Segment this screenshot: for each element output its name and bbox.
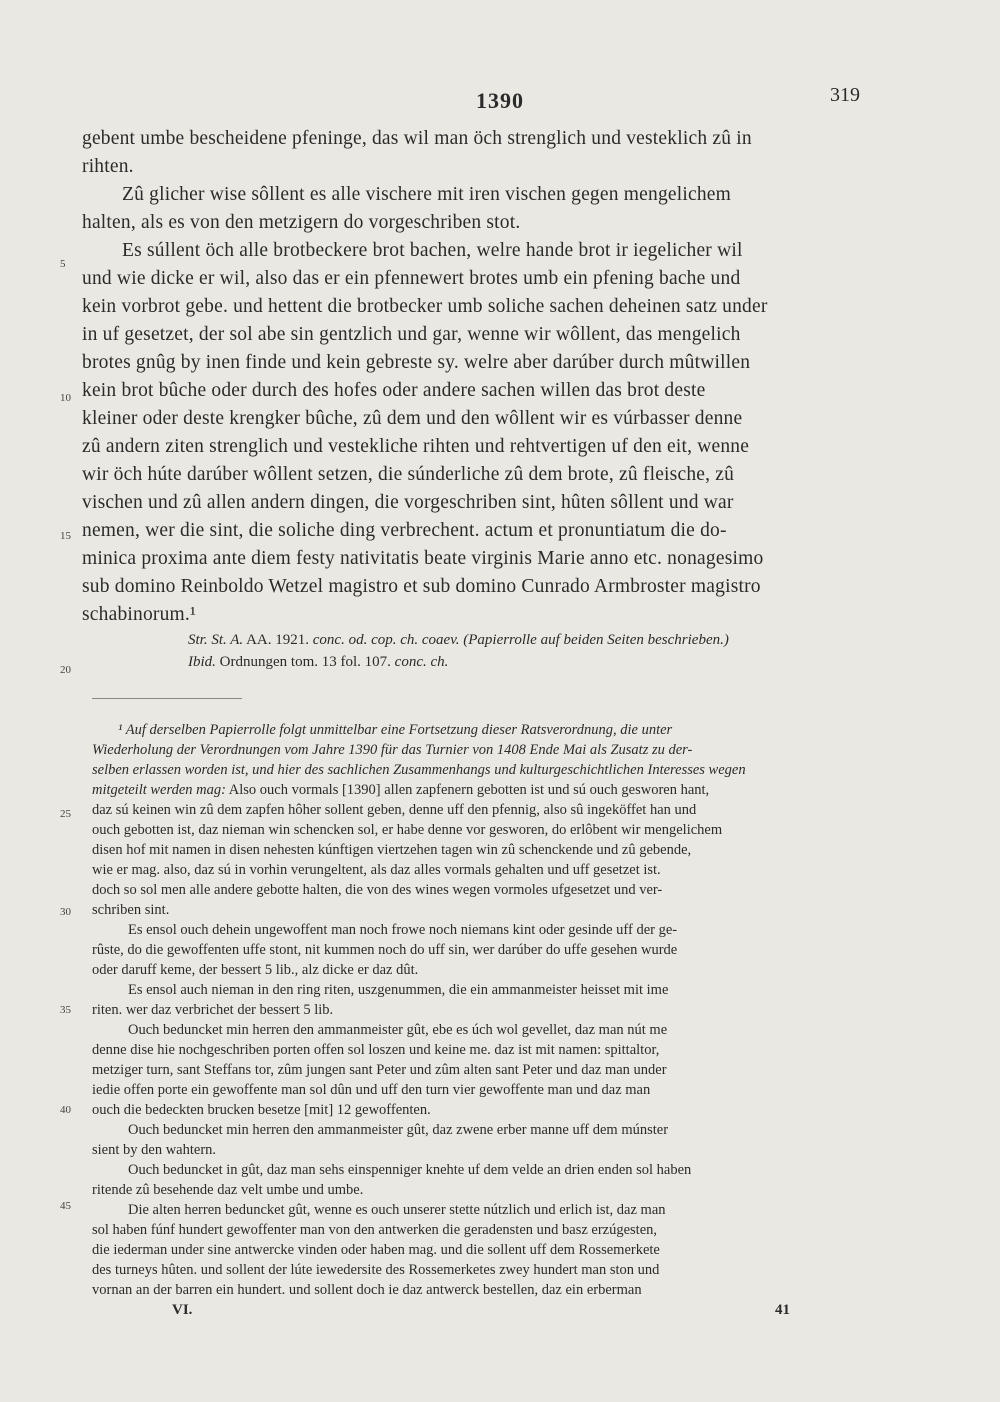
source-ref: Ordnungen tom. 13 fol. 107.	[215, 654, 395, 670]
footnote-line: ritende zû besehende daz velt umbe und umbe.	[92, 1182, 364, 1198]
source-line	[188, 632, 729, 649]
main-text-line: sub domino Reinboldo Wetzel magistro et sub domino Cunrado Armbroster magistro	[82, 576, 761, 597]
footnote-italic-part: mitgeteilt werden mag:	[92, 782, 226, 798]
footnote-line: ouch die bedeckten brucken besetze [mit] 12 gewoffenten.	[92, 1102, 431, 1118]
footnote-line: Ouch beduncket min herren den ammanmeister gût, daz zwene erber manne uff dem múnster	[128, 1122, 669, 1138]
margin-line-number: 20	[60, 664, 71, 676]
main-text-line: Es súllent öch alle brotbeckere brot bachen, welre hande brot ir iegelicher wil	[122, 240, 743, 261]
footnote-roman-part: Also ouch vormals [1390] allen zapfenern gebotten ist und sú ouch gesworen hant,	[225, 782, 710, 798]
margin-line-number: 35	[60, 1004, 71, 1016]
footnote-line: oder daruff keme, der bessert 5 lib., alz dicke er daz dût.	[92, 962, 419, 978]
margin-line-number: 15	[60, 530, 71, 542]
main-text-line: Zû glicher wise sôllent es alle vischere mit iren vischen gegen mengelichem	[122, 184, 732, 205]
margin-line-number: 45	[60, 1200, 71, 1212]
main-text-line: gebent umbe bescheidene pfeninge, das wil man öch strenglich und vesteklich zû in	[82, 128, 752, 149]
main-text-line: minica proxima ante diem festy nativitatis beate virginis Marie anno etc. nonagesimo	[82, 548, 764, 569]
page-number: 319	[830, 84, 860, 106]
footnote-line: disen hof mit namen in disen nehesten kúnftigen viertzehen tagen win zû schenckende und zû gebende,	[92, 842, 692, 858]
footnote-line: denne dise hie nochgeschriben porten offen sol loszen und keine me. daz ist mit namen: spittaltor,	[92, 1042, 660, 1058]
main-text-line: und wie dicke er wil, also das er ein pfennewert brotes umb ein pfening bache und	[82, 268, 741, 289]
main-text-line: vischen und zû allen andern dingen, die vorgeschriben sint, hûten sôllent und war	[82, 492, 734, 513]
main-text-line: wir öch húte darúber wôllent setzen, die súnderliche zû dem brote, zû fleische, zû	[82, 464, 735, 485]
footnote-divider	[92, 698, 242, 699]
main-text-line: halten, als es von den metzigern do vorgeschriben stot.	[82, 212, 521, 233]
footnote-line: riten. wer daz verbrichet der bessert 5 lib.	[92, 1002, 334, 1018]
footnote-line: Wiederholung der Verordnungen vom Jahre 1390 für das Turnier von 1408 Ende Mai als Zusatz zu der-	[92, 742, 693, 758]
footnote-line: Ouch beduncket min herren den ammanmeister gût, ebe es úch wol gevellet, daz man nút me	[128, 1022, 668, 1038]
signature-mark: VI.	[172, 1302, 193, 1318]
footnote-line: Die alten herren beduncket gût, wenne es ouch unserer stette nútzlich und erlich ist, daz man	[128, 1202, 666, 1218]
margin-line-number: 10	[60, 392, 71, 404]
source-description: conc. od. cop. ch. coaev. (Papierrolle auf beiden Seiten beschrieben.)	[312, 632, 729, 648]
header-year: 1390	[476, 88, 524, 113]
running-header	[0, 84, 1000, 118]
source-archive: Ibid.	[188, 654, 216, 670]
footnote-line: doch so sol men alle andere gebotte halten, die von des wines wegen vormoles ufgesetzet und ver-	[92, 882, 663, 898]
margin-line-number: 25	[60, 808, 71, 820]
main-text-line: nemen, wer die sint, die soliche ding verbrechent. actum et pronuntiatum die do-	[82, 520, 727, 541]
footnote-line: des turneys hûten. und sollent der lúte iewedersite des Rossemerketes zwey hundert man ston und	[92, 1262, 660, 1278]
footnote-line: sient by den wahtern.	[92, 1142, 217, 1158]
footnote-line	[92, 782, 709, 799]
footnote-line: Es ensol auch nieman in den ring riten, uszgenummen, die ein ammanmeister heisset mit ime	[128, 982, 669, 998]
main-text-line: kein brot bûche oder durch des hofes oder andere sachen willen das brot deste	[82, 380, 706, 401]
footnote-line: iedie offen porte ein gewoffente man sol dûn und uff den turn vier gewoffente man und daz man	[92, 1082, 651, 1098]
footnote-line: daz sú keinen win zû dem zapfen hôher sollent geben, denne uff den pfennig, also sû ingeköffet han und	[92, 802, 697, 818]
footnote-line: Es ensol ouch dehein ungewoffent man noch frowe noch niemans kint oder gesinde uff der ge-	[128, 922, 678, 938]
main-text-line: schabinorum.¹	[82, 604, 197, 625]
footnote-line: wie er mag. also, daz sú in vorhin verungeltent, als daz alles vormals gehalten und uff gesetzet ist.	[92, 862, 661, 878]
main-text-line: in uf gesetzet, der sol abe sin gentzlich und gar, wenne wir wôllent, das mengelich	[82, 324, 741, 345]
footer-page-number: 41	[775, 1302, 790, 1318]
footnote-line: schriben sint.	[92, 902, 170, 918]
source-line	[188, 654, 448, 671]
footnote-line: Ouch beduncket in gût, daz man sehs einspenniger knehte uf dem velde an drien enden sol haben	[128, 1162, 692, 1178]
margin-line-number: 30	[60, 906, 71, 918]
source-archive: Str. St. A.	[188, 632, 244, 648]
footnote-line: ouch gebotten ist, daz nieman win schencken sol, er habe denne vor gesworen, do erlôbent wir mengelichem	[92, 822, 723, 838]
footnote-line: selben erlassen worden ist, und hier des sachlichen Zusammenhangs und kulturgeschichtlichen Interesses wegen	[92, 762, 746, 778]
footnote-line: sol haben fúnf hundert gewoffenter man von den antwerken die geradensten und basz erzúgesten,	[92, 1222, 658, 1238]
main-text-line: rihten.	[82, 156, 134, 177]
margin-line-number: 40	[60, 1104, 71, 1116]
footnote-line: ¹ Auf derselben Papierrolle folgt unmittelbar eine Fortsetzung dieser Ratsverordnung, die unter	[118, 722, 673, 738]
main-text-line: zû andern ziten strenglich und vestekliche rihten und rehtvertigen uf den eit, wenne	[82, 436, 750, 457]
main-text-line: brotes gnûg by inen finde und kein gebreste sy. welre aber darúber durch mûtwillen	[82, 352, 751, 373]
source-description: conc. ch.	[394, 654, 449, 670]
footnote-line: die iederman under sine antwercke vinden oder haben mag. und die sollent uff dem Rossemerkete	[92, 1242, 660, 1258]
footnote-line: rûste, do die gewoffenten uffe stont, nit kummen noch do uff sin, wer darúber do uffe gesehen wurde	[92, 942, 678, 958]
footnote-line: metziger turn, sant Steffans tor, zûm jungen sant Peter und zûm alten sant Peter und daz man under	[92, 1062, 667, 1078]
source-ref: AA. 1921.	[243, 632, 313, 648]
margin-line-number: 5	[60, 258, 66, 270]
main-text-line: kleiner oder deste krengker bûche, zû dem und den wôllent wir es vúrbasser denne	[82, 408, 743, 429]
footnote-line: vornan an der barren ein hundert. und sollent doch ie daz antwerck bestellen, daz ein erberman	[92, 1282, 642, 1298]
main-text-line: kein vorbrot gebe. und hettent die brotbecker umb soliche sachen deheinen satz under	[82, 296, 768, 317]
